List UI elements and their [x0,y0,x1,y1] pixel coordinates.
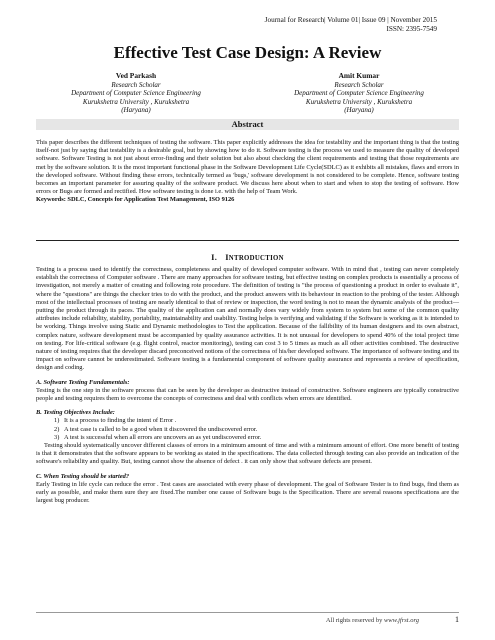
author-state: (Haryana) [344,106,374,115]
section-title-rest: NTRODUCTION [228,255,284,262]
list-item: 3) A test is successful when all errors are uncovers an as yet undiscovered error. [54,433,262,441]
author-dept: Department of Computer Science Engineering [71,89,201,98]
author-role: Research Scholar [334,80,384,89]
section-number: I. [211,252,218,262]
journal-header [265,16,437,34]
author-university: Kurukshetra University , Kurukshetra [82,97,190,106]
section-heading-introduction [0,252,495,262]
footer-site-link[interactable]: www.jfrst.org [383,617,419,624]
author-name: Amit Kumar [338,71,380,80]
author-2 [259,72,459,115]
list-item: 1) It is a process to finding the intent of Error . [54,417,177,425]
subsection-c-text: Early Testing in life cycle can reduce the error . Test cases are associated with every phase of development. The goal of Software Tester is to find bugs, find them as early as possible, and make them sure they are fixed.The number one cause of Software bugs is the Specification. There are several reasons specifications are the largest bug producer. [36,480,459,505]
page-number: 1 [455,615,459,624]
subsection-c-heading: C. When Testing should be started? [36,472,130,480]
journal-info: Journal for Research| Volume 01| Issue 09 | November 2015 [264,16,437,24]
subsection-a-heading: A. Software Testing Fundamentals: [36,378,130,386]
footer-divider [36,612,459,613]
subsection-a-text: Testing is the one step in the software process that can be seen by the developer as destructive instead of constructive. Software engineers are typically constructive people and testing requires them to overcome the concepts of correctness and deal with conflicts when errors are identified. [36,386,459,403]
author-1 [36,72,236,115]
author-dept: Department of Computer Science Engineering [294,89,424,98]
section-initial: I [225,252,229,262]
footer-copyright: All rights reserved by www.jfrst.org [325,617,419,624]
list-item: 2) A test case is called to be a good when it discovered the undiscovered error. [54,425,258,433]
abstract [36,139,459,205]
author-role: Research Scholar [111,80,161,89]
keywords: Keywords: SDLC, Concepts for Application Test Management, ISO 9126 [36,196,235,204]
author-name: Ved Parkash [115,71,157,80]
author-state: (Haryana) [121,106,151,115]
subsection-b-text: Testing should systematically uncover different classes of errors in a minimum amount of time and with a minimum amount of effort. One more benefit of testing is that it demonstrates that the software appears to be working as stated in the specifications. The data collected through testing can also provide an indication of the software's reliability and quality. But, testing cannot show the absence of defect . it can only show that software defects are present. [36,442,459,466]
abstract-heading: Abstract [36,119,459,130]
issn: ISSN: 2395-7549 [386,25,437,33]
abstract-text: This paper describes the different techniques of testing the software. This paper explicitly addresses the idea for testability and the important thing is that the testing itself-not just by saying that testability is a desirable goal, but by showing how to do it. Software testing is the process we used to measure the quality of developed software. Software Testing is not just about error-finding and their solution but also about checking the client requirements and testing that those requirements are met by the software solution. It is the most important functional phase in the Software Development Life Cycle(SDLC) as it exhibits all mistakes, flaws and errors in the developed software. Without finding these errors, technically termed as 'bugs,' software development is not considered to be complete. Hence, software testing becomes an important parameter for assuring quality of the software product. We discuss here about when to start and when to stop the testing of software. How errors or Bugs are formed and rectified. How software testing is done i.e. with the help of Team Work. [36,139,459,196]
objectives-list [36,417,459,442]
subsection-b-heading: B. Testing Objectives Include: [36,409,115,417]
intro-paragraph: Testing is a process used to identify the correctness, completeness and quality of developed computer software. With in mind that , testing can never completely establish the correctness of Computer software . There are many approaches for software testing, but effective testing on complex products is essentially a process of investigation, not merely a matter of creating and following rote procedure. The definition of testing is "the process of questioning a product in order to evaluate it", where the "questions" are things the checker tries to do with the product, and the product answers with its behaviour in reaction to the probing of the tester. Although most of the intellectual processes of testing are nearly identical to that of review or inspection, the word testing is not to mean the dynamic analysis of the product—putting the product through its paces. The quality of the application can and normally does vary widely from system to system but some of the common quality attributes include reliability, stability, portability, maintainability and usability. Testing helps is verifying and validating if the Software is working as it is intended to be working. Things involve using Static and Dynamic methodologies to Test the application. Because of the fallibility of its human designers and its own abstract, complex nature, software development must be accompanied by quality assurance activities. It is not unusual for developers to spend 40% of the total project time on testing. For life-critical software (e.g. flight control, reactor monitoring), testing can cost 3 to 5 times as much as all other activities combined. The destructive nature of testing requires that the developer discard preconceived notions of the correctness of his/her developed software. The importance of software testing and its impact on software cannot be underestimated. Software testing is a fundamental component of software quality assurance and represents a review of specification, design and coding. [36,266,459,372]
section-divider [36,240,459,241]
author-block [36,72,459,115]
author-university: Kurukshetra University , Kurukshetra [305,97,413,106]
body-text [36,266,459,505]
paper-title: Effective Test Case Design: A Review [113,43,382,62]
